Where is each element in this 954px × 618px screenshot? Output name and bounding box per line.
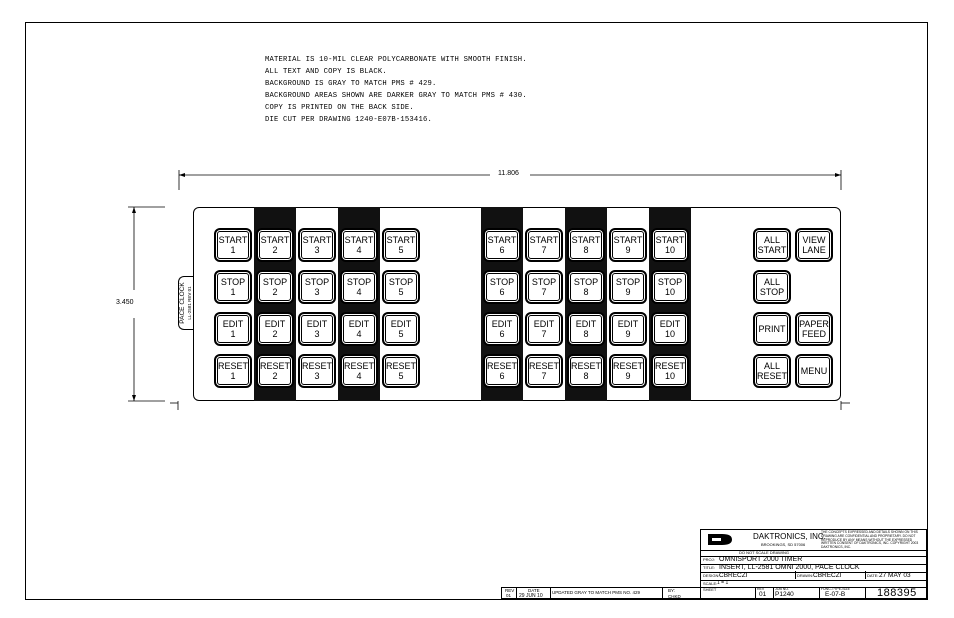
key-label: ALL <box>763 361 780 371</box>
stop-8-key[interactable] <box>567 270 605 304</box>
company-name: DAKTRONICS, INC. <box>753 532 826 541</box>
reset-7-key[interactable] <box>525 354 563 388</box>
key-label: RESET <box>570 361 601 371</box>
stop-1-key[interactable] <box>214 270 252 304</box>
stop-6-key[interactable] <box>483 270 521 304</box>
job-label: JOB NO. <box>775 587 790 591</box>
job-number: P1240 <box>775 591 794 598</box>
key-label: STOP <box>220 277 246 287</box>
key-label: 9 <box>625 287 631 297</box>
key-label: 5 <box>398 329 404 339</box>
key-label: 1 <box>230 245 236 255</box>
rev-label: REV <box>757 587 765 591</box>
key-label: START <box>757 245 787 255</box>
key-label: START <box>260 235 290 245</box>
key-label: RESET <box>756 371 787 381</box>
key-label: 8 <box>583 329 589 339</box>
drawing-title: INSERT, LL-2581 OMNI 2000, PACE CLOCK <box>719 564 860 571</box>
key-label: STOP <box>531 277 557 287</box>
key-label: EDIT <box>306 319 328 329</box>
key-label: EDIT <box>659 319 681 329</box>
start-9-key[interactable] <box>609 228 647 262</box>
all-stop-key[interactable] <box>753 270 791 304</box>
menu-key[interactable] <box>795 354 833 388</box>
key-label: STOP <box>615 277 641 287</box>
func-label: FUNC-TYPE-SIZE <box>821 587 850 591</box>
drawing-date: 27 MAY 03 <box>879 572 911 579</box>
key-label: STOP <box>657 277 683 287</box>
key-label: 9 <box>625 245 631 255</box>
stop-9-key[interactable] <box>609 270 647 304</box>
revision-date: 29 JUN 10 <box>519 593 543 599</box>
start-8-key[interactable] <box>567 228 605 262</box>
sheet-label: SHEET <box>703 587 717 592</box>
key-label: 1 <box>230 371 236 381</box>
key-label: 7 <box>541 371 547 381</box>
key-label: START <box>571 235 601 245</box>
rev-value: 01 <box>759 591 767 598</box>
reset-3-key[interactable] <box>298 354 336 388</box>
start-3-key[interactable] <box>298 228 336 262</box>
key-label: STOP <box>759 287 785 297</box>
stop-5-key[interactable] <box>382 270 420 304</box>
revision-by-label: BY: <box>668 588 676 593</box>
stop-7-key[interactable] <box>525 270 563 304</box>
key-label: RESET <box>528 361 559 371</box>
start-10-key[interactable] <box>651 228 689 262</box>
key-label: 2 <box>272 371 278 381</box>
key-label: 4 <box>356 287 362 297</box>
key-label: 4 <box>356 329 362 339</box>
key-label: 8 <box>583 245 589 255</box>
key-label: EDIT <box>575 319 597 329</box>
revision-date-label: DATE <box>528 588 540 593</box>
drawing-number: 188395 <box>877 587 917 599</box>
key-label: 9 <box>625 371 631 381</box>
key-label: STOP <box>304 277 330 287</box>
key-label: 3 <box>314 371 320 381</box>
key-label: EDIT <box>491 319 513 329</box>
stop-10-key[interactable] <box>651 270 689 304</box>
reset-1-key[interactable] <box>214 354 252 388</box>
key-label: START <box>302 235 332 245</box>
edit-3-key[interactable] <box>298 312 336 346</box>
key-label: VIEW <box>802 235 826 245</box>
key-label: LANE <box>802 245 826 255</box>
title-label: TITLE: <box>703 565 716 570</box>
scale-note: DO NOT SCALE DRAWING <box>739 550 790 555</box>
view-lane-key[interactable] <box>795 228 833 262</box>
key-label: RESET <box>343 361 374 371</box>
key-label: 2 <box>272 287 278 297</box>
key-label: 7 <box>541 287 547 297</box>
key-label: 4 <box>356 245 362 255</box>
edit-9-key[interactable] <box>609 312 647 346</box>
key-label: 8 <box>583 371 589 381</box>
note-line: BACKGROUND AREAS SHOWN ARE DARKER GRAY TO MATCH PMS # 430. <box>265 92 527 101</box>
tab-subtitle: LL-2581 REV 01 <box>187 286 192 320</box>
key-label: 10 <box>664 287 675 297</box>
scale-value: 1 = 1 <box>717 580 729 586</box>
note-line: BACKGROUND IS GRAY TO MATCH PMS # 429. <box>265 80 437 89</box>
key-label: 6 <box>499 245 505 255</box>
all-reset-key[interactable] <box>753 354 791 388</box>
key-label: MENU <box>800 366 828 376</box>
company-location: BROOKINGS, SD 57006 <box>761 542 806 547</box>
key-label: 3 <box>314 329 320 339</box>
key-label: 9 <box>625 329 631 339</box>
drawn-label: DRAWN: <box>797 573 814 578</box>
reset-9-key[interactable] <box>609 354 647 388</box>
date-label: DATE: <box>867 573 879 578</box>
revision-checked-label: CHKD <box>668 594 681 599</box>
tab-title: PACE CLOCK <box>179 282 186 324</box>
edit-8-key[interactable] <box>567 312 605 346</box>
key-label: START <box>344 235 374 245</box>
edit-5-key[interactable] <box>382 312 420 346</box>
key-label: START <box>613 235 643 245</box>
note-line: COPY IS PRINTED ON THE BACK SIDE. <box>265 104 414 113</box>
start-6-key[interactable] <box>483 228 521 262</box>
key-label: START <box>386 235 416 245</box>
key-label: ALL <box>763 277 780 287</box>
key-label: EDIT <box>617 319 639 329</box>
revision-rev: 01 <box>506 593 512 598</box>
key-label: 10 <box>664 245 675 255</box>
key-label: 2 <box>272 245 278 255</box>
revision-block <box>501 587 700 599</box>
confidential-notice: THE CONCEPTS EXPRESSED AND DETAILS SHOWN ON THIS DRAWING ARE CONFIDENTIAL AND PROPRIETARY. DO NOT REPRODUCE BY ANY MEANS WITHOUT THE EXPRESSED WRITTEN CONSENT OF DAKTRONICS, INC. COPYRIGHT 2003 DAKTRONICS, INC. <box>821 530 919 550</box>
key-label: START <box>529 235 559 245</box>
reset-2-key[interactable] <box>256 354 294 388</box>
start-7-key[interactable] <box>525 228 563 262</box>
start-2-key[interactable] <box>256 228 294 262</box>
key-label: EDIT <box>348 319 370 329</box>
key-label: 10 <box>664 329 675 339</box>
reset-5-key[interactable] <box>382 354 420 388</box>
key-label: 1 <box>230 287 236 297</box>
paper-feed-key[interactable] <box>795 312 833 346</box>
reset-4-key[interactable] <box>340 354 378 388</box>
key-label: 2 <box>272 329 278 339</box>
title-block <box>700 529 927 599</box>
daktronics-logo-icon <box>706 533 734 546</box>
key-label: RESET <box>612 361 643 371</box>
key-label: STOP <box>346 277 372 287</box>
key-label: FEED <box>801 329 826 339</box>
stop-3-key[interactable] <box>298 270 336 304</box>
scale-label: SCALE: <box>703 581 718 586</box>
reset-6-key[interactable] <box>483 354 521 388</box>
key-label: 6 <box>499 329 505 339</box>
key-label: 8 <box>583 287 589 297</box>
key-label: EDIT <box>533 319 555 329</box>
design-label: DESIGN: <box>703 573 720 578</box>
func-value: E-07-B <box>825 591 846 598</box>
project-label: PROJ: <box>703 557 715 562</box>
edit-10-key[interactable] <box>651 312 689 346</box>
key-label: STOP <box>489 277 515 287</box>
tab-label <box>179 282 193 323</box>
edit-1-key[interactable] <box>214 312 252 346</box>
key-label: PAPER <box>799 319 829 329</box>
title-block-header <box>701 530 926 551</box>
note-line: DIE CUT PER DRAWING 1240-E07B-153416. <box>265 116 432 125</box>
width-dimension: 11.806 <box>498 170 519 177</box>
key-label: 1 <box>230 329 236 339</box>
all-start-key[interactable] <box>753 228 791 262</box>
key-label: 5 <box>398 287 404 297</box>
key-label: 5 <box>398 371 404 381</box>
key-label: EDIT <box>222 319 244 329</box>
key-label: EDIT <box>264 319 286 329</box>
key-label: RESET <box>301 361 332 371</box>
key-label: 7 <box>541 245 547 255</box>
key-label: STOP <box>573 277 599 287</box>
key-label: 5 <box>398 245 404 255</box>
revision-description: UPDATED GRAY TO MATCH PMS NO. 429 <box>552 590 641 595</box>
key-label: ALL <box>763 235 780 245</box>
edit-4-key[interactable] <box>340 312 378 346</box>
edit-7-key[interactable] <box>525 312 563 346</box>
start-1-key[interactable] <box>214 228 252 262</box>
key-label: 10 <box>664 371 675 381</box>
drawn-by: CBRECZI <box>813 572 842 579</box>
key-label: PRINT <box>758 324 786 334</box>
designer: CBRECZI <box>719 572 748 579</box>
key-label: START <box>218 235 248 245</box>
start-4-key[interactable] <box>340 228 378 262</box>
key-label: 4 <box>356 371 362 381</box>
reset-8-key[interactable] <box>567 354 605 388</box>
key-label: EDIT <box>390 319 412 329</box>
key-label: START <box>655 235 685 245</box>
start-5-key[interactable] <box>382 228 420 262</box>
key-label: RESET <box>654 361 685 371</box>
print-key[interactable] <box>753 312 791 346</box>
note-line: MATERIAL IS 10-MIL CLEAR POLYCARBONATE WITH SMOOTH FINISH. <box>265 56 527 64</box>
key-label: RESET <box>486 361 517 371</box>
key-label: RESET <box>385 361 416 371</box>
reset-10-key[interactable] <box>651 354 689 388</box>
key-label: START <box>487 235 517 245</box>
stop-2-key[interactable] <box>256 270 294 304</box>
height-dimension: 3.450 <box>116 299 134 306</box>
project-name: OMNISPORT 2000 TIMER <box>719 556 803 563</box>
key-label: 3 <box>314 245 320 255</box>
key-label: 7 <box>541 329 547 339</box>
revision-rev-label: REV <box>505 588 515 593</box>
note-line: ALL TEXT AND COPY IS BLACK. <box>265 68 387 77</box>
key-label: 6 <box>499 287 505 297</box>
key-label: STOP <box>262 277 288 287</box>
edit-6-key[interactable] <box>483 312 521 346</box>
key-label: RESET <box>259 361 290 371</box>
edit-2-key[interactable] <box>256 312 294 346</box>
key-label: 6 <box>499 371 505 381</box>
key-label: 3 <box>314 287 320 297</box>
stop-4-key[interactable] <box>340 270 378 304</box>
key-label: RESET <box>217 361 248 371</box>
key-label: STOP <box>388 277 414 287</box>
